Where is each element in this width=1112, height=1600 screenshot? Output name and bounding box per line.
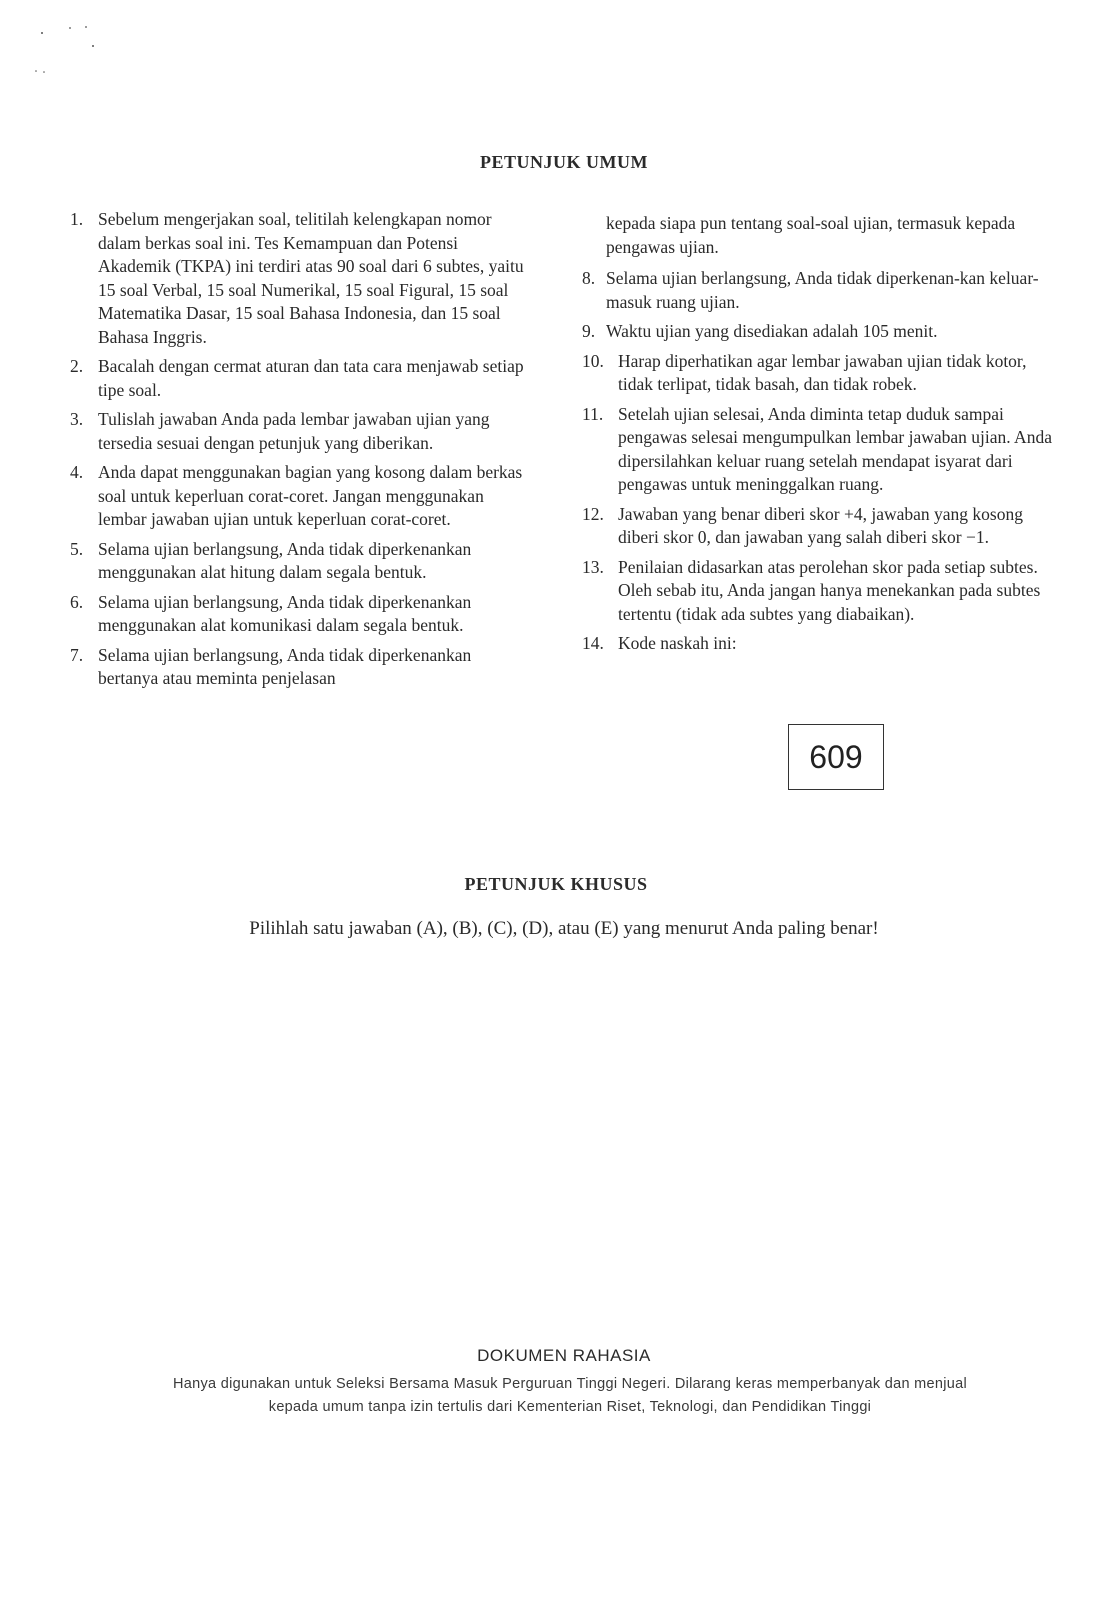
specific-instructions-heading: PETUNJUK KHUSUS [464, 874, 648, 894]
confidential-notice: Hanya digunakan untuk Seleksi Bersama Masuk Perguruan Tinggi Negeri. Dilarang keras memperbanyak dan menjual kepada umum tanpa izin tertulis dari Kementerian Riset, Teknologi, dan Pendidikan Tinggi [172, 1376, 968, 1415]
item-text: Selama ujian berlangsung, Anda tidak diperkenankan menggunakan alat hitung dalam segala bentuk. [98, 538, 472, 582]
instruction-item [582, 320, 1052, 344]
item-number: 5. [70, 538, 84, 559]
item-7-continuation: kepada siapa pun tentang soal-soal ujian, termasuk kepada pengawas ujian. [606, 213, 1016, 257]
scan-specks-decoration [28, 20, 108, 80]
instruction-item [582, 403, 1052, 497]
kode-naskah-box: 609 [788, 724, 884, 790]
instruction-item [582, 267, 1052, 314]
instruction-item [582, 632, 1052, 656]
instruction-item [582, 556, 1052, 627]
item-number: 6. [70, 591, 84, 612]
item-text: Tulislah jawaban Anda pada lembar jawaban ujian yang tersedia sesuai dengan petunjuk yang diberikan. [98, 409, 490, 453]
item-number: 14. [582, 633, 604, 653]
instruction-item [70, 644, 530, 691]
instruction-item [582, 350, 1052, 397]
item-text: Anda dapat menggunakan bagian yang kosong dalam berkas soal untuk keperluan corat-coret. Jangan menggunakan lembar jawaban ujian untuk keperluan corat-coret. [98, 462, 523, 529]
instruction-item [70, 355, 530, 402]
item-number: 10. [582, 350, 604, 371]
general-instructions-heading: PETUNJUK UMUM [480, 152, 648, 172]
item-number: 9. [582, 321, 596, 341]
item-text: Waktu ujian yang disediakan adalah 105 menit. [606, 321, 938, 341]
item-text: Bacalah dengan cermat aturan dan tata cara menjawab setiap tipe soal. [98, 356, 524, 400]
item-text: Selama ujian berlangsung, Anda tidak diperkenan-kan keluar-masuk ruang ujian. [606, 268, 1039, 312]
confidential-title: DOKUMEN RAHASIA [477, 1346, 651, 1365]
instructions-left-column [70, 208, 530, 697]
item-text: Harap diperhatikan agar lembar jawaban ujian tidak kotor, tidak terlipat, tidak basah, dan tidak robek. [618, 350, 1027, 394]
item-number: 8. [582, 268, 596, 288]
instruction-item [582, 503, 1052, 550]
instruction-item [70, 461, 530, 532]
item-number: 7. [70, 644, 84, 665]
instruction-item [70, 408, 530, 455]
instructions-right-column [582, 214, 1052, 662]
kode-naskah-label: Kode naskah ini: [618, 633, 737, 653]
item-number: 11. [582, 403, 604, 424]
item-number: 12. [582, 503, 604, 524]
item-text: Selama ujian berlangsung, Anda tidak diperkenankan menggunakan alat komunikasi dalam segala bentuk. [98, 591, 472, 635]
item-text: Jawaban yang benar diberi skor +4, jawaban yang kosong diberi skor 0, dan jawaban yang salah diberi skor −1. [618, 503, 1023, 547]
item-text: Setelah ujian selesai, Anda diminta tetap duduk sampai pengawas selesai mengumpulkan lembar jawaban ujian. Anda dipersilahkan keluar ruang setelah mendapat isyarat dari pengawas untuk meninggalkan ruang. [618, 403, 1052, 494]
instruction-item [70, 208, 530, 349]
item-text: Sebelum mengerjakan soal, telitilah kelengkapan nomor dalam berkas soal ini. Tes Kemampuan dan Potensi Akademik (TKPA) ini terdiri atas 90 soal dari 6 subtes, yaitu 15 soal Verbal, 15 soal Numerikal, 15 soal Figural, 15 soal Matematika Dasar, 15 soal Bahasa Indonesia, dan 15 soal Bahasa Inggris. [98, 209, 524, 347]
item-text: Selama ujian berlangsung, Anda tidak diperkenankan bertanya atau meminta penjelasan [98, 644, 472, 688]
item-number: 13. [582, 556, 604, 577]
item-number: 2. [70, 356, 84, 376]
instruction-item [70, 591, 530, 638]
specific-instruction-text: Pilihlah satu jawaban (A), (B), (C), (D), atau (E) yang menurut Anda paling benar! [249, 918, 879, 939]
item-number: 1. [70, 209, 84, 229]
item-number: 4. [70, 462, 84, 482]
instruction-item [70, 538, 530, 585]
item-text: Penilaian didasarkan atas perolehan skor pada setiap subtes. Oleh sebab itu, Anda jangan hanya menekankan pada subtes tertentu (tidak ada subtes yang diabaikan). [618, 556, 1041, 624]
item-number: 3. [70, 409, 84, 429]
